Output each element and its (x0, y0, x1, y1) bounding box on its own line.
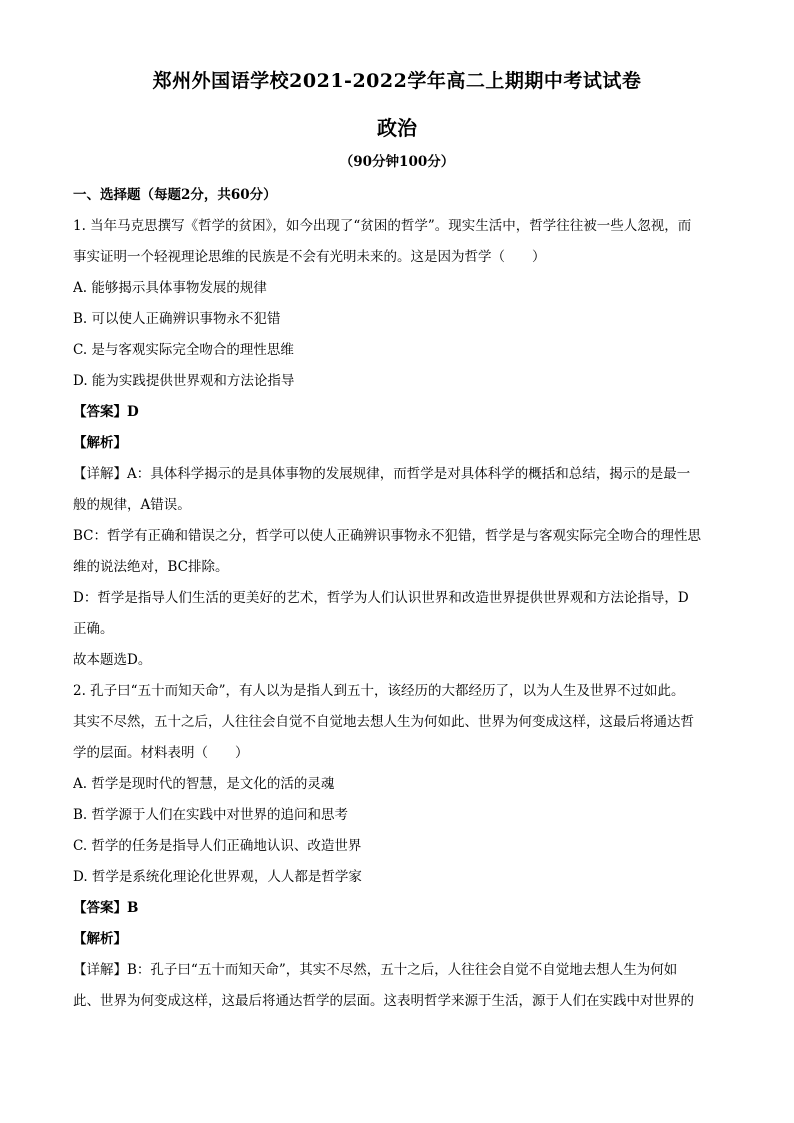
subject-title: 政治 (377, 116, 417, 140)
q2-answer: 【答案】B (73, 900, 139, 916)
q2-stem-line-1: 2. 孔子曰“五十而知天命”，有人以为是指人到五十，该经历的大都经历了，以为人生及世界不过如此。 (73, 683, 685, 699)
q1-option-c: C. 是与客观实际完全吻合的理性思维 (73, 342, 294, 358)
q1-analysis-label: 【解析】 (73, 435, 127, 451)
q1-detail-line-2: 般的规律，A错误。 (73, 497, 191, 513)
q1-option-b: B. 可以使人正确辨识事物永不犯错 (73, 311, 281, 327)
exam-title: 郑州外国语学校2021-2022学年高二上期期中考试试卷 (152, 70, 642, 92)
section-heading: 一、选择题（每题2分，共60分） (73, 187, 277, 203)
q2-stem-line-2: 其实不尽然，五十之后，人往往会自觉不自觉地去想人生为何如此、世界为何变成这样，这最后将通达哲 (73, 714, 694, 730)
q1-detail-line-5: D：哲学是指导人们生活的更美好的艺术，哲学为人们认识世界和改造世界提供世界观和方法论指导，D (73, 590, 689, 606)
q2-detail-line-2: 此、世界为何变成这样，这最后将通达哲学的层面。这表明哲学来源于生活，源于人们在实践中对世界的 (73, 993, 694, 1009)
q2-option-b: B. 哲学源于人们在实践中对世界的追问和思考 (73, 807, 349, 823)
q1-detail-line-3: BC：哲学有正确和错误之分，哲学可以使人正确辨识事物永不犯错，哲学是与客观实际完全吻合的理性思 (73, 528, 701, 544)
q1-option-a: A. 能够揭示具体事物发展的规律 (73, 280, 267, 296)
q2-option-c: C. 哲学的任务是指导人们正确地认识、改造世界 (73, 838, 362, 854)
q2-stem-line-3: 学的层面。材料表明（ ） (73, 745, 249, 761)
q2-detail-line-1: 【详解】B：孔子曰“五十而知天命”，其实不尽然，五十之后，人往往会自觉不自觉地去想人生为何如 (73, 962, 678, 978)
exam-content (73, 180, 723, 1017)
q1-option-d: D. 能为实践提供世界观和方法论指导 (73, 373, 295, 389)
q1-detail-line-1: 【详解】A：具体科学揭示的是具体事物的发展规律，而哲学是对具体科学的概括和总结，揭示的是最一 (73, 466, 691, 482)
q2-option-a: A. 哲学是现时代的智慧，是文化的活的灵魂 (73, 776, 335, 792)
exam-duration: （90分钟100分） (339, 154, 455, 170)
q1-detail-line-6: 正确。 (73, 621, 114, 637)
q1-stem-line-2: 事实证明一个轻视理论思维的民族是不会有光明未来的。这是因为哲学（ ） (73, 249, 546, 265)
q2-analysis-label: 【解析】 (73, 931, 127, 947)
q1-answer: 【答案】D (73, 404, 139, 420)
q2-option-d: D. 哲学是系统化理论化世界观，人人都是哲学家 (73, 869, 362, 885)
q1-detail-line-7: 故本题选D。 (73, 652, 152, 668)
q1-stem-line-1: 1. 当年马克思撰写《哲学的贫困》，如今出现了“贫困的哲学”。现实生活中，哲学往往被一些人忽视，而 (73, 218, 692, 234)
q1-detail-line-4: 维的说法绝对，BC排除。 (73, 559, 229, 575)
